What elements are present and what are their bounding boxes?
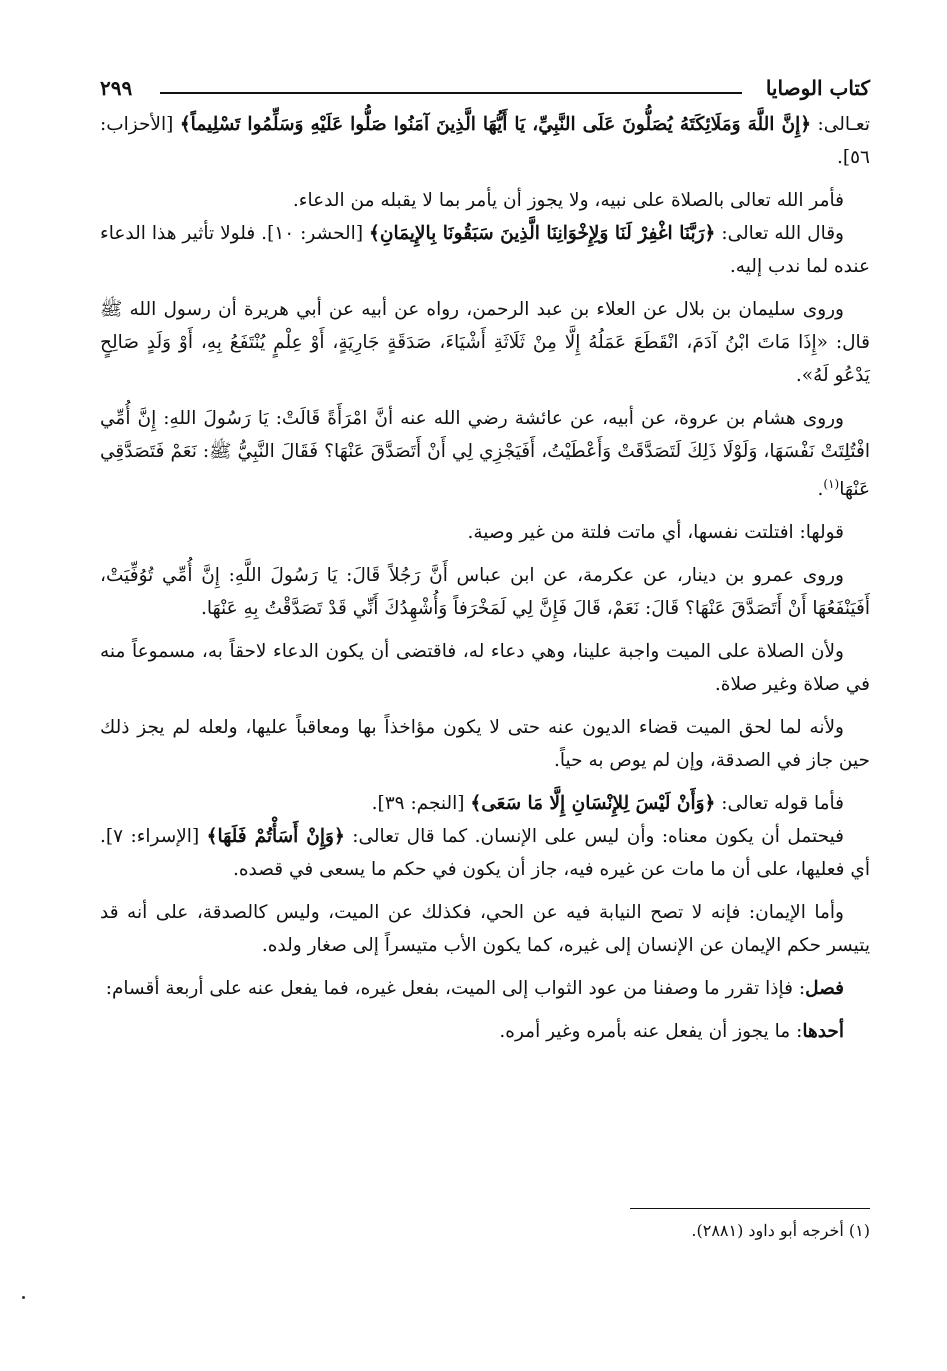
text-run: [النجم: ٣٩]. <box>371 793 471 815</box>
paragraph <box>100 217 870 283</box>
text-run: وقال الله تعالى: <box>715 223 844 244</box>
text-run: وروى سليمان بن بلال عن العلاء بن عبد الرحمن، رواه عن أبيه عن أبي هريرة أن رسول الله ﷺ قال: «إِذَا مَاتَ ابْنُ آدَمَ، انْقَطَعَ عَمَلُهُ إِلَّا مِنْ ثَلَاثَةِ أَشْيَاءَ، صَدَقَةٍ جَارِيَةٍ، أَوْ عِلْمٍ يُنْتَفَعُ بِهِ، أَوْ وَلَدٍ صَالِحٍ يَدْعُو لَهُ». <box>100 299 870 386</box>
page <box>100 72 870 1058</box>
quran-quote: ﴿رَبَّنَا اغْفِرْ لَنَا وَلِإِخْوَانِنَا الَّذِينَ سَبَقُونَا بِالإِيمَانِ﴾ <box>369 223 716 244</box>
text-run: فأما قوله تعالى: <box>715 793 844 815</box>
paragraph <box>100 635 870 701</box>
footnote-reference: (١) <box>823 477 840 491</box>
paragraph <box>100 787 870 820</box>
bold-term: فصل <box>805 978 844 1000</box>
paragraph <box>100 711 870 777</box>
footnote <box>100 1218 870 1244</box>
bold-term: أحدها <box>802 1021 844 1043</box>
paragraph <box>100 108 870 174</box>
quran-quote: ﴿وَإِنْ أَسَأْتُمْ فَلَهَا﴾ <box>206 826 345 848</box>
paragraph <box>100 559 870 625</box>
paragraph <box>100 1015 870 1048</box>
text-run: [الإسراء: ٧]. أي فعليها، على أن ما مات عن غيره فيه، جاز أن يكون في حكم ما يسعى في قصده. <box>100 826 870 881</box>
text-run: وأما الإيمان: فإنه لا تصح النيابة فيه عن الحي، فكذلك عن الميت، وليس كالصدقة، على أنه قد يتيسر حكم الإيمان عن الإنسان إلى غيره، كما يكون الأب متيسراً إلى صغار ولده. <box>100 902 870 957</box>
paragraph <box>100 293 870 392</box>
paragraph <box>100 896 870 962</box>
text-run: قولها: افتلتت نفسها، أي ماتت فلتة من غير وصية. <box>467 522 844 544</box>
footnote-rule <box>630 1208 870 1209</box>
footnote-marker: (١) <box>848 1221 870 1240</box>
chapter-title: كتاب الوصايا <box>765 76 870 100</box>
main-text <box>100 108 870 1048</box>
text-run: وروى هشام بن عروة، عن أبيه، عن عائشة رضي الله عنه أنَّ امْرَأَةً قَالَتْ: يَا رَسُولَ اللهِ: إِنَّ أُمِّي افْتُلِتَتْ نَفْسَهَا، وَلَوْلَا ذَلِكَ لَتَصَدَّقَتْ وَأَعْطَيْتُ، أَفَيَجْزِي لِي أَنْ أَتَصَدَّقَ عَنْهَا؟ فَقَالَ النَّبِيُّ ﷺ: نَعَمْ فَتَصَدَّقِي عَنْهَا <box>100 408 870 501</box>
text-run: وروى عمرو بن دينار، عن عكرمة، عن ابن عباس أَنَّ رَجُلاً قَالَ: يَا رَسُولَ اللَّهِ: إِنَّ أُمِّي تُوُفِّيَتْ، أَفَيَنْفَعُهَا أَنْ أَتَصَدَّقَ عَنْهَا؟ قَالَ: نَعَمْ، قَالَ فَإِنَّ لِي لَمَخْرَفاً وَأُشْهِدُكَ أَنِّي قَدْ تَصَدَّقْتُ بِهِ عَنْهَا. <box>100 565 870 620</box>
text-run: [الحشر: ١٠]. فلولا تأثير هذا الدعاء عنده لما ندب إليه. <box>100 223 870 277</box>
text-run: [الأحزاب: ٥٦]. <box>100 114 870 168</box>
text-run: : ما يجوز أن يفعل عنه بأمره وغير أمره. <box>499 1021 803 1043</box>
text-run: : فإذا تقرر ما وصفنا من عود الثواب إلى الميت، بفعل غيره، فما يفعل عنه على أربعة أقسام: <box>105 978 806 1000</box>
paragraph <box>100 820 870 886</box>
text-run: فيحتمل أن يكون معناه: وأن ليس على الإنسان. كما قال تعالى: <box>344 826 844 848</box>
text-run: ولأن الصلاة على الميت واجبة علينا، وهي دعاء له، فاقتضى أن يكون الدعاء لاحقاً به، مسموعاً منه في صلاة وغير صلاة. <box>100 641 870 696</box>
quran-quote: ﴿إِنَّ اللَّهَ وَمَلَائِكَتَهُ يُصَلُّونَ عَلَى النَّبِيِّ، يَا أَيُّهَا الَّذِينَ آمَنُوا صَلُّوا عَلَيْهِ وَسَلِّمُوا تَسْلِيماً﴾ <box>179 114 812 135</box>
paragraph <box>100 184 870 217</box>
paragraph <box>100 972 870 1005</box>
margin-dot <box>22 1296 25 1299</box>
text-run: فأمر الله تعالى بالصلاة على نبيه، ولا يجوز أن يأمر بما لا يقبله من الدعاء. <box>292 190 844 211</box>
text-run: . <box>817 479 824 501</box>
header-rule <box>160 92 742 94</box>
page-number: ٢٩٩ <box>100 76 133 100</box>
quran-quote: ﴿وَأَنْ لَيْسَ لِلإِنْسَانِ إِلَّا مَا سَعَى﴾ <box>470 793 716 815</box>
text-run: تعـالى: <box>811 114 870 135</box>
text-run: ولأنه لما لحق الميت قضاء الديون عنه حتى لا يكون مؤاخذاً بها ومعاقباً عليها، ولعله لم يجز ذلك حين جاز في الصدقة، وإن لم يوص به حياً. <box>100 717 870 772</box>
paragraph <box>100 516 870 549</box>
running-header <box>100 72 870 108</box>
paragraph <box>100 402 870 506</box>
footnote-text: أخرجه أبو داود (٢٨٨١). <box>691 1221 844 1240</box>
